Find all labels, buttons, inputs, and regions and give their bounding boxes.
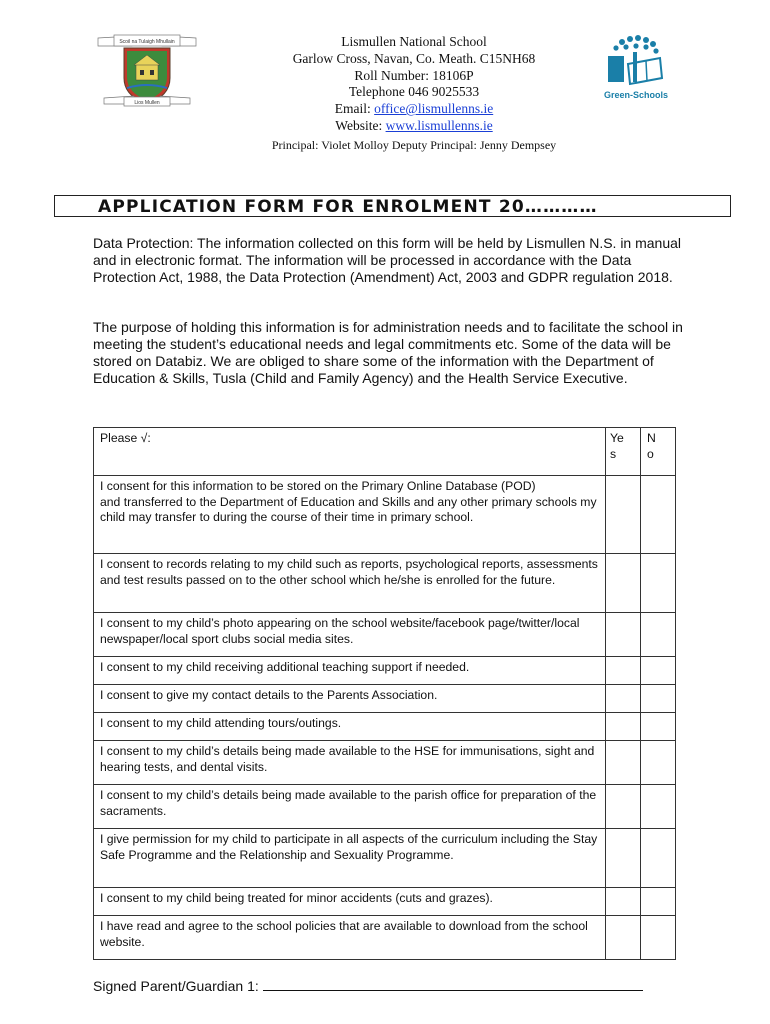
- form-title: APPLICATION FORM FOR ENROLMENT 20…………: [98, 197, 598, 217]
- consent-text: I consent to my child attending tours/outings.: [94, 713, 606, 741]
- consent-text: I consent to my child’s photo appearing on the school website/facebook page/twitter/local newspaper/local sport clubs social media sites.: [94, 613, 606, 657]
- consent-table: [93, 427, 676, 960]
- table-header-row: [94, 428, 676, 476]
- school-header: [200, 34, 628, 154]
- consent-text: I consent to my child being treated for minor accidents (cuts and grazes).: [94, 888, 606, 916]
- website-label: Website:: [335, 117, 386, 133]
- table-row: [94, 829, 676, 888]
- data-protection-paragraph: Data Protection: The information collected on this form will be held by Lismullen N.S. in manual and in electronic format. The information will be processed in accordance with the Data Protection Act, 1988, the Data Protection (Amendment) Act, 2003 and GDPR regulation 2018.: [93, 235, 682, 285]
- consent-text: I consent to give my contact details to the Parents Association.: [94, 685, 606, 713]
- no-checkbox[interactable]: [641, 785, 676, 829]
- table-row: [94, 741, 676, 785]
- school-address: Garlow Cross, Navan, Co. Meath. C15NH68: [292, 50, 536, 66]
- consent-text: I have read and agree to the school policies that are available to download from the school website.: [94, 916, 606, 960]
- yes-checkbox[interactable]: [606, 476, 641, 554]
- crest-motto-top: Scoil na Tulaigh Mhullain: [119, 39, 175, 45]
- please-tick-header: Please √:: [94, 428, 606, 476]
- table-row: [94, 613, 676, 657]
- no-checkbox[interactable]: [641, 888, 676, 916]
- table-row: [94, 476, 676, 554]
- email-line: [200, 101, 628, 118]
- consent-text: I consent to records relating to my child such as reports, psychological reports, assessments and test results passed on to the other school which he/she is enrolled for the future.: [94, 554, 606, 613]
- table-row: [94, 685, 676, 713]
- green-schools-label: Green-Schools: [603, 90, 669, 100]
- yes-checkbox[interactable]: [606, 916, 641, 960]
- website-line: [200, 118, 628, 135]
- consent-text: I consent to my child’s details being made available to the parish office for preparation of the sacraments.: [94, 785, 606, 829]
- signature-row: [93, 976, 643, 994]
- email-label: Email:: [334, 101, 375, 117]
- table-row: [94, 713, 676, 741]
- telephone: Telephone 046 9025533: [348, 84, 480, 100]
- yes-checkbox[interactable]: [606, 713, 641, 741]
- yes-checkbox[interactable]: [606, 785, 641, 829]
- no-checkbox[interactable]: [641, 476, 676, 554]
- yes-checkbox[interactable]: [606, 657, 641, 685]
- no-checkbox[interactable]: [641, 713, 676, 741]
- website-link[interactable]: www.lismullenns.ie: [385, 117, 493, 133]
- no-checkbox[interactable]: [641, 657, 676, 685]
- no-column-header: N o: [641, 428, 676, 476]
- no-checkbox[interactable]: [641, 829, 676, 888]
- yes-checkbox[interactable]: [606, 741, 641, 785]
- consent-text: I consent to my child receiving additional teaching support if needed.: [94, 657, 606, 685]
- consent-text: I consent to my child’s details being made available to the HSE for immunisations, sight and hearing tests, and dental visits.: [94, 741, 606, 785]
- table-row: [94, 888, 676, 916]
- roll-number: Roll Number: 18106P: [354, 67, 474, 83]
- yes-column-header: Ye s: [606, 428, 641, 476]
- green-schools-logo: [600, 34, 672, 104]
- school-crest-logo: [94, 30, 200, 110]
- email-link[interactable]: office@lismullenns.ie: [374, 101, 494, 117]
- school-name: Lismullen National School: [341, 34, 487, 49]
- title-box: [54, 195, 731, 217]
- no-checkbox[interactable]: [641, 613, 676, 657]
- consent-text: I give permission for my child to participate in all aspects of the curriculum including the Stay Safe Programme and the Relationship and Sexuality Programme.: [94, 829, 606, 888]
- crest-motto-bottom: Lios Mullen: [134, 100, 160, 106]
- no-checkbox[interactable]: [641, 916, 676, 960]
- table-row: [94, 657, 676, 685]
- signature-label: Signed Parent/Guardian 1:: [93, 978, 259, 994]
- no-checkbox[interactable]: [641, 554, 676, 613]
- yes-checkbox[interactable]: [606, 685, 641, 713]
- table-row: [94, 916, 676, 960]
- principal-line: Principal: Violet Molloy Deputy Principal: Jenny Dempsey: [271, 137, 557, 152]
- consent-text: I consent for this information to be stored on the Primary Online Database (POD) and transferred to the Department of Education and Skills and any other primary schools my child may transfer to during the course of their time in primary school.: [94, 476, 606, 554]
- table-row: [94, 785, 676, 829]
- no-checkbox[interactable]: [641, 685, 676, 713]
- yes-checkbox[interactable]: [606, 613, 641, 657]
- table-row: [94, 554, 676, 613]
- signature-input-line[interactable]: [263, 976, 643, 991]
- yes-checkbox[interactable]: [606, 554, 641, 613]
- yes-checkbox[interactable]: [606, 829, 641, 888]
- yes-checkbox[interactable]: [606, 888, 641, 916]
- no-checkbox[interactable]: [641, 741, 676, 785]
- purpose-paragraph: The purpose of holding this information is for administration needs and to facilitate the school in meeting the student’s educational needs and legal commitments etc. Some of the data will be stored on Databiz. We are obliged to share some of the information with the Department of Education & Skills, Tusla (Child and Family Agency) and the Health Service Executive.: [93, 319, 683, 386]
